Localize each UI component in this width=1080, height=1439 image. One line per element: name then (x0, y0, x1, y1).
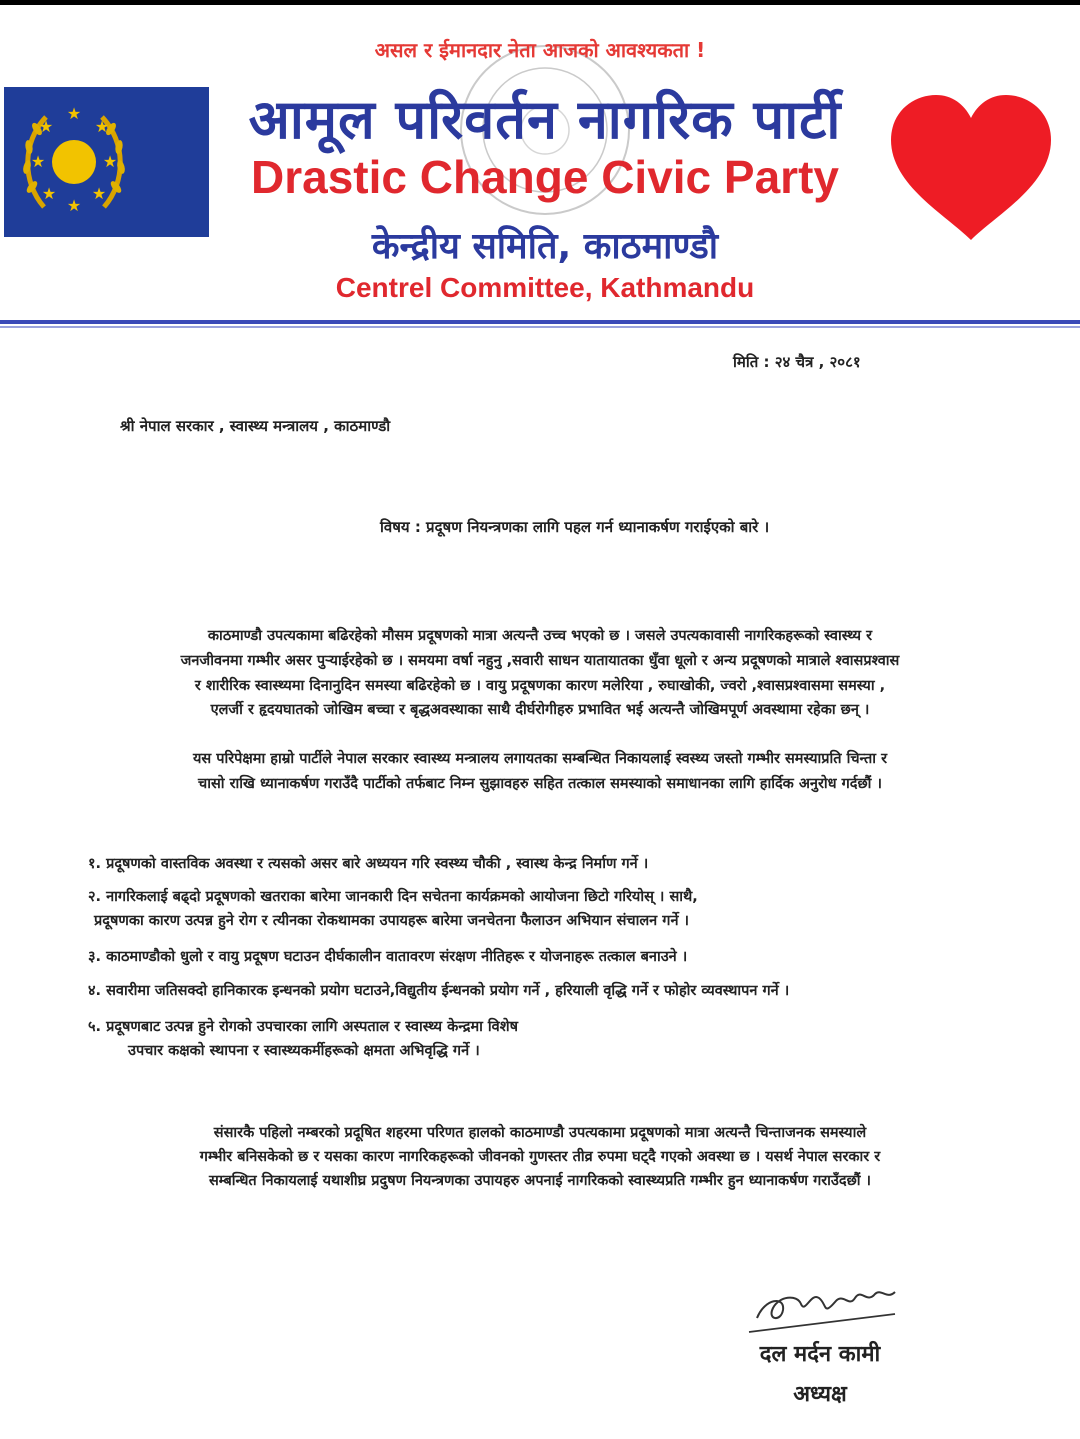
paragraph-1-line: र शारीरिक स्वास्थ्यमा दिनानुदिन समस्या बढिरहेको छ । वायु प्रदूषणका कारण मलेरिया , रुघाखोकी, ज्वरो ,श्वासप्रश्वासमा समस्या , (194, 678, 886, 694)
top-border (0, 0, 1080, 5)
svg-text:★: ★ (66, 196, 82, 215)
svg-text:★: ★ (91, 184, 107, 203)
suggestion-3: ३. काठमाण्डौको धुलो र वायु प्रदूषण घटाउन दीर्घकालीन वातावरण संरक्षण नीतिहरू र योजनाहरू तत्काल बनाउने । (88, 949, 688, 965)
paragraph-1-line: एलर्जी र हृदयघातको जोखिम बच्चा र बृद्धअवस्थाका साथै दीर्घरोगीहरु प्रभावित भई अत्यन्तै जोखिमपूर्ण अवस्थामा रहेका छन् । (210, 702, 870, 718)
paragraph-3-line: संसारकै पहिलो नम्बरको प्रदूषित शहरमा परिणत हालको काठमाण्डौ उपत्यकामा प्रदूषणको मात्रा अत्यन्तै चिन्ताजनक समस्याले (213, 1125, 867, 1141)
heart-icon (886, 90, 1056, 245)
signatory-title: अध्यक्ष (793, 1382, 847, 1407)
suggestion-4: ४. सवारीमा जतिसक्दो हानिकारक इन्धनको प्रयोग घटाउने,विद्युतीय ईन्धनको प्रयोग गर्ने , हरियाली वृद्धि गर्ने र फोहोर व्यवस्थापन गर्ने । (88, 983, 790, 999)
letter-recipient: श्री नेपाल सरकार , स्वास्थ्य मन्त्रालय , काठमाण्डौ (120, 417, 391, 435)
suggestion-1: १. प्रदूषणको वास्तविक अवस्था र त्यसको असर बारे अध्ययन गरि स्वस्थ्य चौकी , स्वास्थ केन्द्र निर्माण गर्ने । (88, 856, 649, 872)
paragraph-2-line: चासो राखि ध्यानाकर्षण गराउँदै पार्टीको तर्फबाट निम्न सुझावहरु सहित तत्काल समस्याको समाधानका लागि हार्दिक अनुरोध गर्दछौं । (198, 776, 882, 792)
party-name-english: Drastic Change Civic Party (250, 151, 839, 203)
suggestion-2-cont: प्रदूषणका कारण उत्पन्न हुने रोग र त्यीनका रोकथामका उपायहरू बारेमा जनचेतना फैलाउन अभियान संचालन गर्ने । (94, 913, 690, 929)
letter-subject: विषय : प्रदूषण नियन्त्रणका लागि पहल गर्न ध्यानाकर्षण गराईएको बारे । (380, 518, 770, 536)
header-divider-thin (0, 326, 1080, 328)
paragraph-2-line: यस परिपेक्षमा हाम्रो पार्टीले नेपाल सरकार स्वास्थ्य मन्त्रालय लगायतका सम्बन्धित निकायलाई स्वस्थ्य जस्तो गम्भीर समस्याप्रति चिन्ता र (192, 751, 888, 767)
paragraph-3-line: गम्भीर बनिसकेको छ र यसका कारण नागरिकहरूको जीवनको गुणस्तर तीव्र रुपमा घट्दै गएको अवस्था छ । यसर्थ नेपाल सरकार र (199, 1149, 881, 1165)
committee-english: Centrel Committee, Kathmandu (335, 272, 755, 303)
suggestion-2: २. नागरिकलाई बढ्दो प्रदूषणको खतराका बारेमा जानकारी दिन सचेतना कार्यक्रमको आयोजना छिटो गरियोस् । साथै, (88, 889, 698, 905)
svg-text:★: ★ (102, 152, 118, 171)
suggestion-5-cont: उपचार कक्षको स्थापना र स्वास्थ्यकर्मीहरूको क्षमता अभिवृद्धि गर्ने । (128, 1043, 480, 1059)
svg-text:★: ★ (30, 152, 46, 171)
committee-nepali: केन्द्रीय समिति, काठमाण्डौ (371, 226, 719, 267)
handwritten-signature (745, 1278, 905, 1338)
suggestion-5: ५. प्रदूषणबाट उत्पन्न हुने रोगको उपचारका लागि अस्पताल र स्वास्थ्य केन्द्रमा विशेष (88, 1019, 518, 1035)
paragraph-3-line: सम्बन्धित निकायलाई यथाशीघ्र प्रदुषण नियन्त्रणका उपायहरु अपनाई नागरिकको स्वास्थ्यप्रति गम्भीर हुन ध्यानाकर्षण गराउँदछौं । (208, 1173, 872, 1189)
letter-date: मिति : २४ चैत्र , २०८१ (733, 353, 861, 371)
header-divider (0, 320, 1080, 324)
paragraph-1-line: काठमाण्डौ उपत्यकामा बढिरहेको मौसम प्रदूषणको मात्रा अत्यन्तै उच्च भएको छ । जसले उपत्यकावासी नागरिकहरूको स्वास्थ्य र (207, 628, 873, 644)
svg-text:★: ★ (38, 117, 54, 136)
paragraph-1-line: जनजीवनमा गम्भीर असर पुऱ्याईरहेको छ । समयमा वर्षा नहुनु ,सवारी साधन यातायातका धुँवा धूलो र अन्य प्रदूषणको मात्राले श्वासप्रश्वास (180, 653, 900, 669)
svg-text:★: ★ (94, 117, 110, 136)
signatory-name: दल मर्दन कामी (759, 1342, 881, 1367)
svg-text:★: ★ (41, 184, 57, 203)
svg-text:★: ★ (66, 104, 82, 123)
party-slogan: असल र ईमानदार नेता आजको आवश्यकता ! (374, 38, 706, 62)
party-name-nepali: आमूल परिवर्तन नागरिक पार्टी (248, 88, 842, 151)
party-flag-logo (4, 87, 209, 237)
